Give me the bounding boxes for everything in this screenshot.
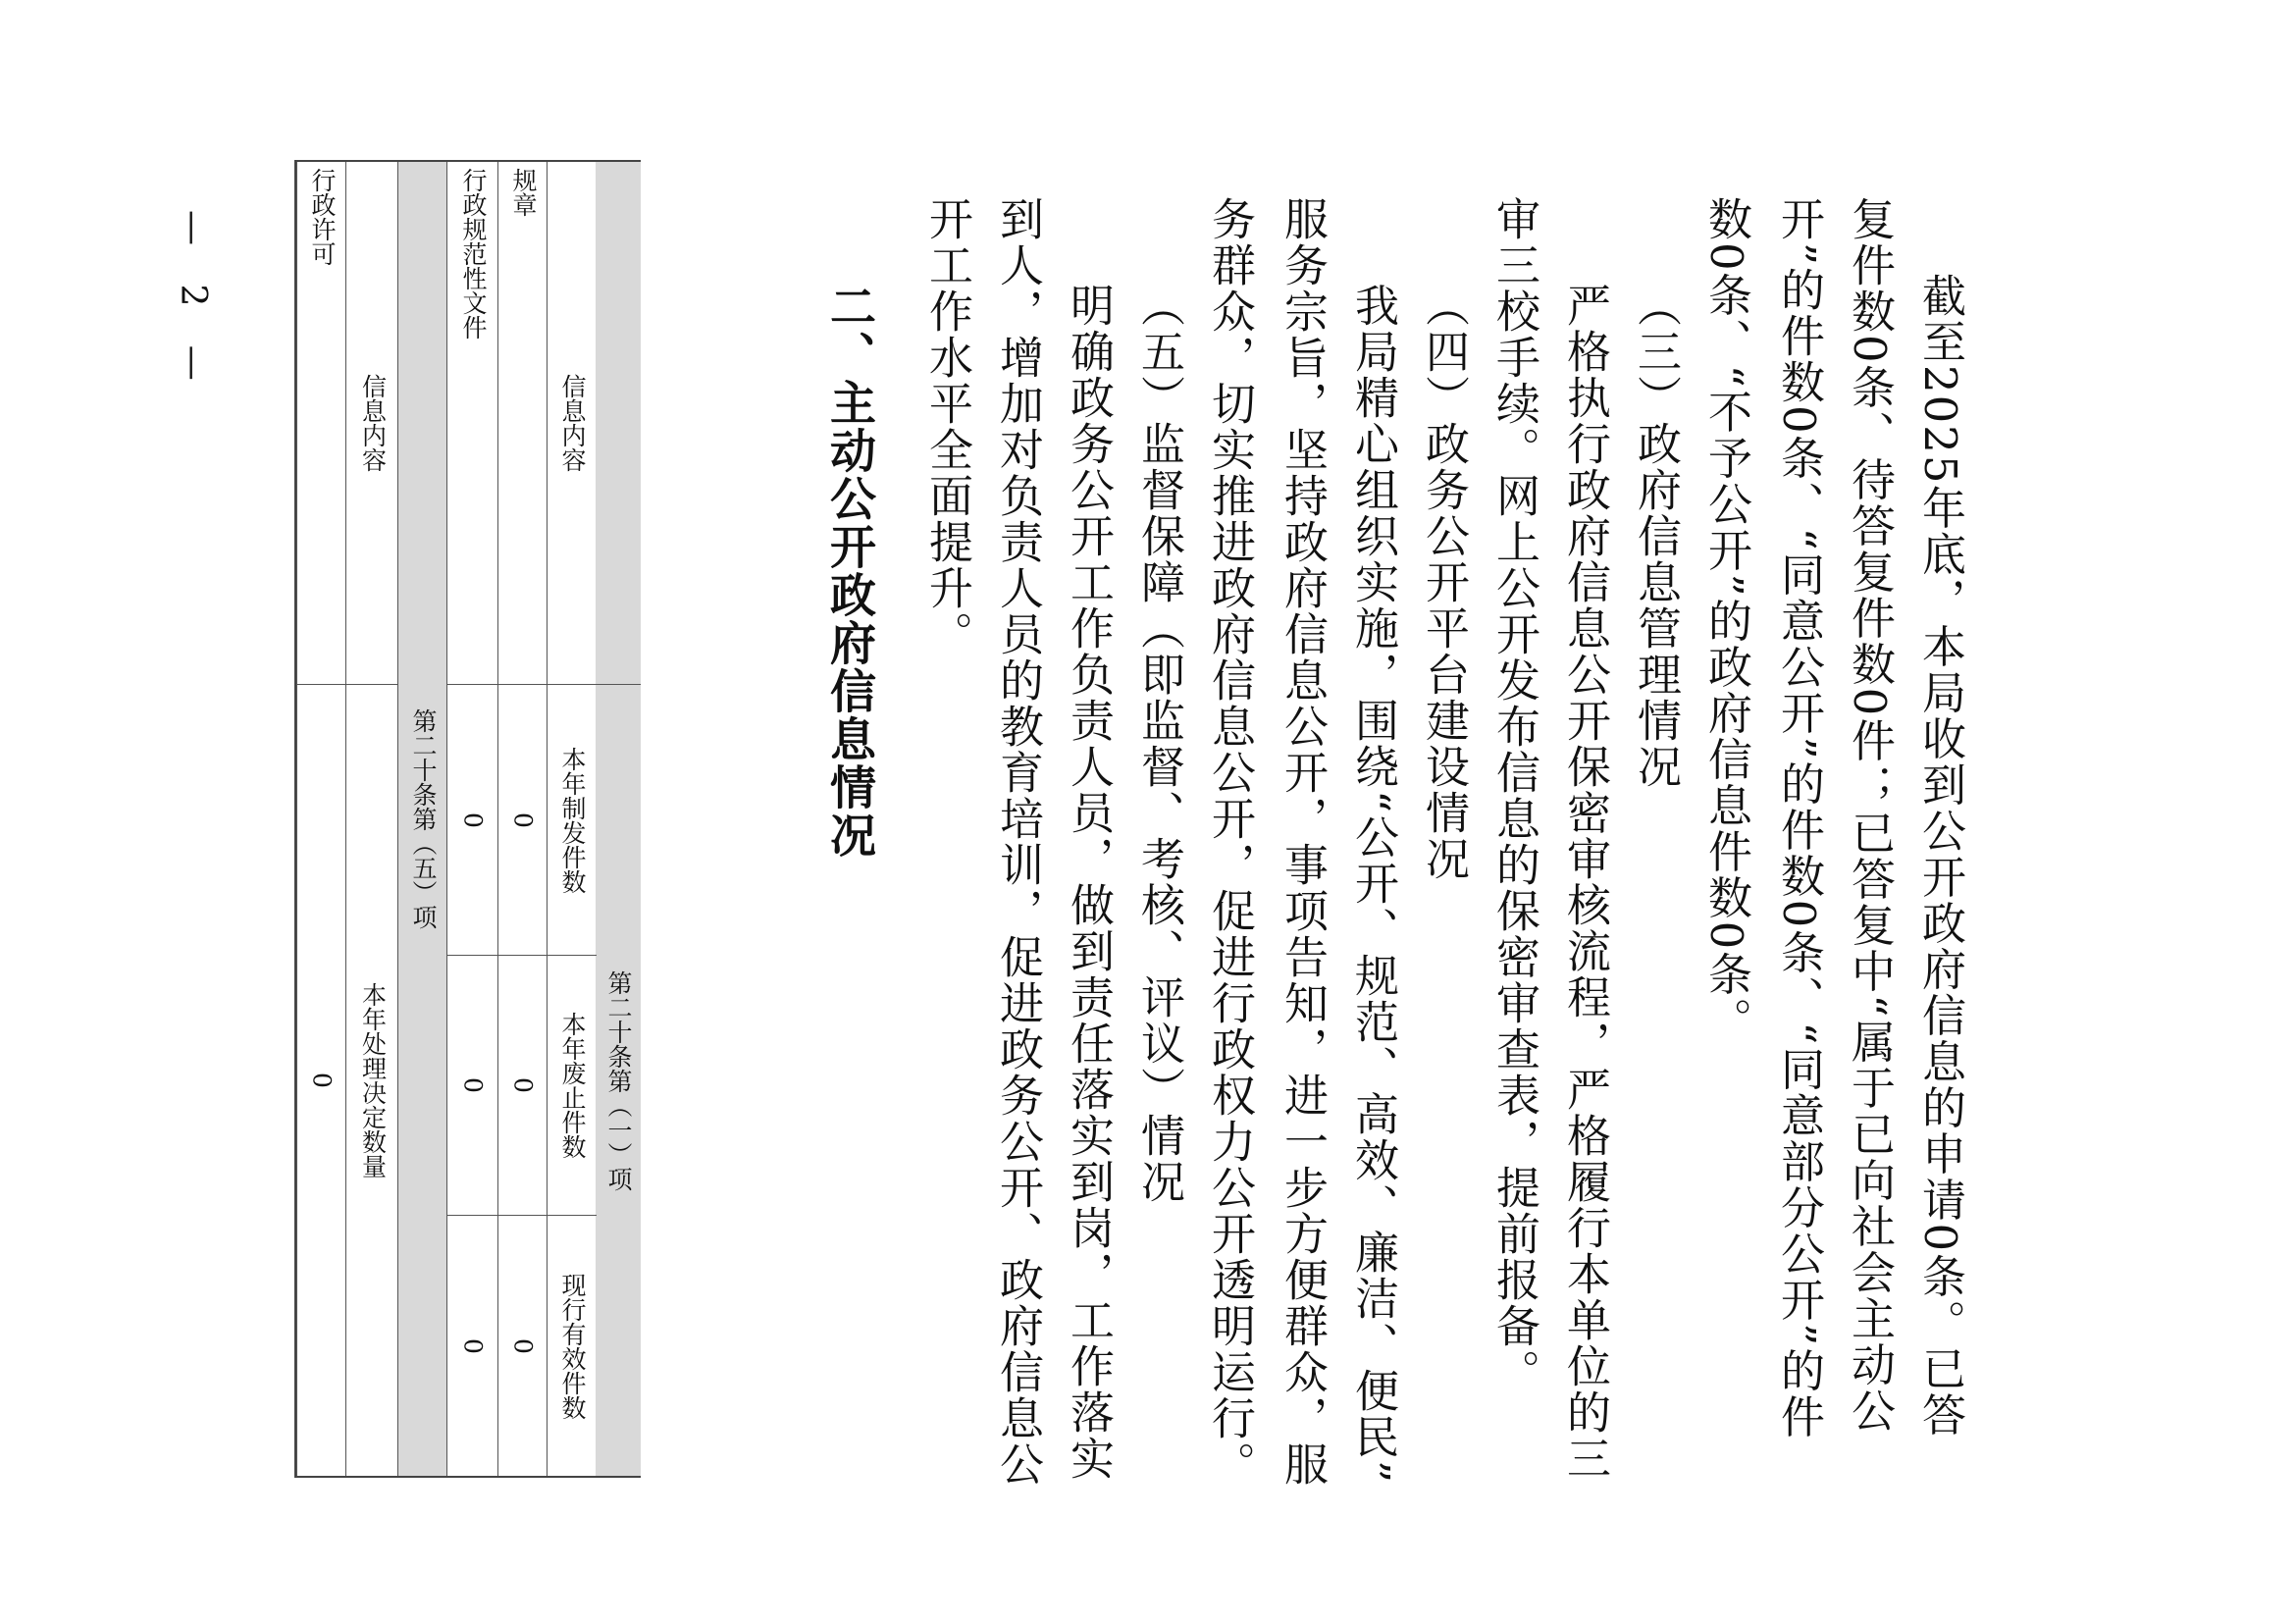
col-header-valid: 现行有效件数 [548,1215,597,1476]
body-line-9: 我局精心组织实施，围绕“公开、规范、高效、廉洁、便民” [1347,283,1399,1486]
cell-valid: 0 [498,1215,548,1476]
body-line-8: （四）政务公开平台建设情况 [1418,283,1470,882]
body-line-12: （五）监督保障（即监督、考核、评议）情况 [1133,283,1185,1205]
table-row [497,162,547,1476]
cell-abolished: 0 [498,955,548,1215]
cell-count: 0 [297,684,346,1476]
body-line-3: 开”的件数0条、“同意公开”的件数0条、“同意部分公开”的件 [1773,196,1825,1440]
body-line-5: （三）政府信息管理情况 [1630,283,1682,790]
table-row [446,162,497,1476]
body-line-15: 开工作水平全面提升。 [921,196,973,657]
body-line-2: 复件数0条、待答复件数0件；已答复中“属于已向社会主动公 [1844,196,1896,1435]
section2-col-header-count: 本年处理决定数量 [346,684,398,1476]
table-row [296,162,345,1476]
table-row [547,162,596,1476]
info-table [294,160,641,1478]
col-header-content: 信息内容 [558,374,587,472]
row-label: 行政规范性文件 [459,168,488,340]
table-row [596,162,641,1476]
body-line-7: 审三校手续。网上公开发布信息的保密审查表，提前报备。 [1488,196,1540,1395]
body-line-14: 到人，增加对负责人员的教育培训，促进政务公开、政府信息公 [992,196,1044,1488]
table-row [345,162,397,1476]
page-number: — 2 — [173,210,213,394]
row-label: 行政许可 [308,168,337,266]
row-label: 规章 [509,168,538,217]
col-header-abolished: 本年废止件数 [548,955,597,1215]
section1-header: 第二十条第（一）项 [596,684,641,1477]
cell-valid: 0 [447,1215,498,1476]
body-line-13: 明确政务公开工作负责人员，做到责任落实到岗，工作落实 [1063,283,1115,1482]
cell-made: 0 [447,684,498,955]
body-line-4: 数0条、“不予公开”的政府信息件数0条。 [1700,196,1752,1044]
body-line-11: 务群众，切实推进政府信息公开，促进行政权力公开透明运行。 [1204,196,1256,1488]
cell-made: 0 [498,684,548,955]
body-line-6: 严格执行政府信息公开保密审核流程，严格履行本单位的三 [1559,283,1611,1482]
section2-header: 第二十条第（五）项 [409,708,438,929]
body-line-10: 服务宗旨，坚持政府信息公开，事项告知，进一步方便群众，服 [1277,196,1329,1488]
table-row [397,162,446,1476]
col-header-made: 本年制发件数 [548,684,597,955]
body-line-1: 截至2025年底，本局收到公开政府信息的申请0条。已答 [1914,273,1966,1439]
cell-abolished: 0 [447,955,498,1215]
section2-col-header-content: 信息内容 [358,374,388,472]
section-heading: 二、主动公开政府信息情况 [822,283,876,860]
